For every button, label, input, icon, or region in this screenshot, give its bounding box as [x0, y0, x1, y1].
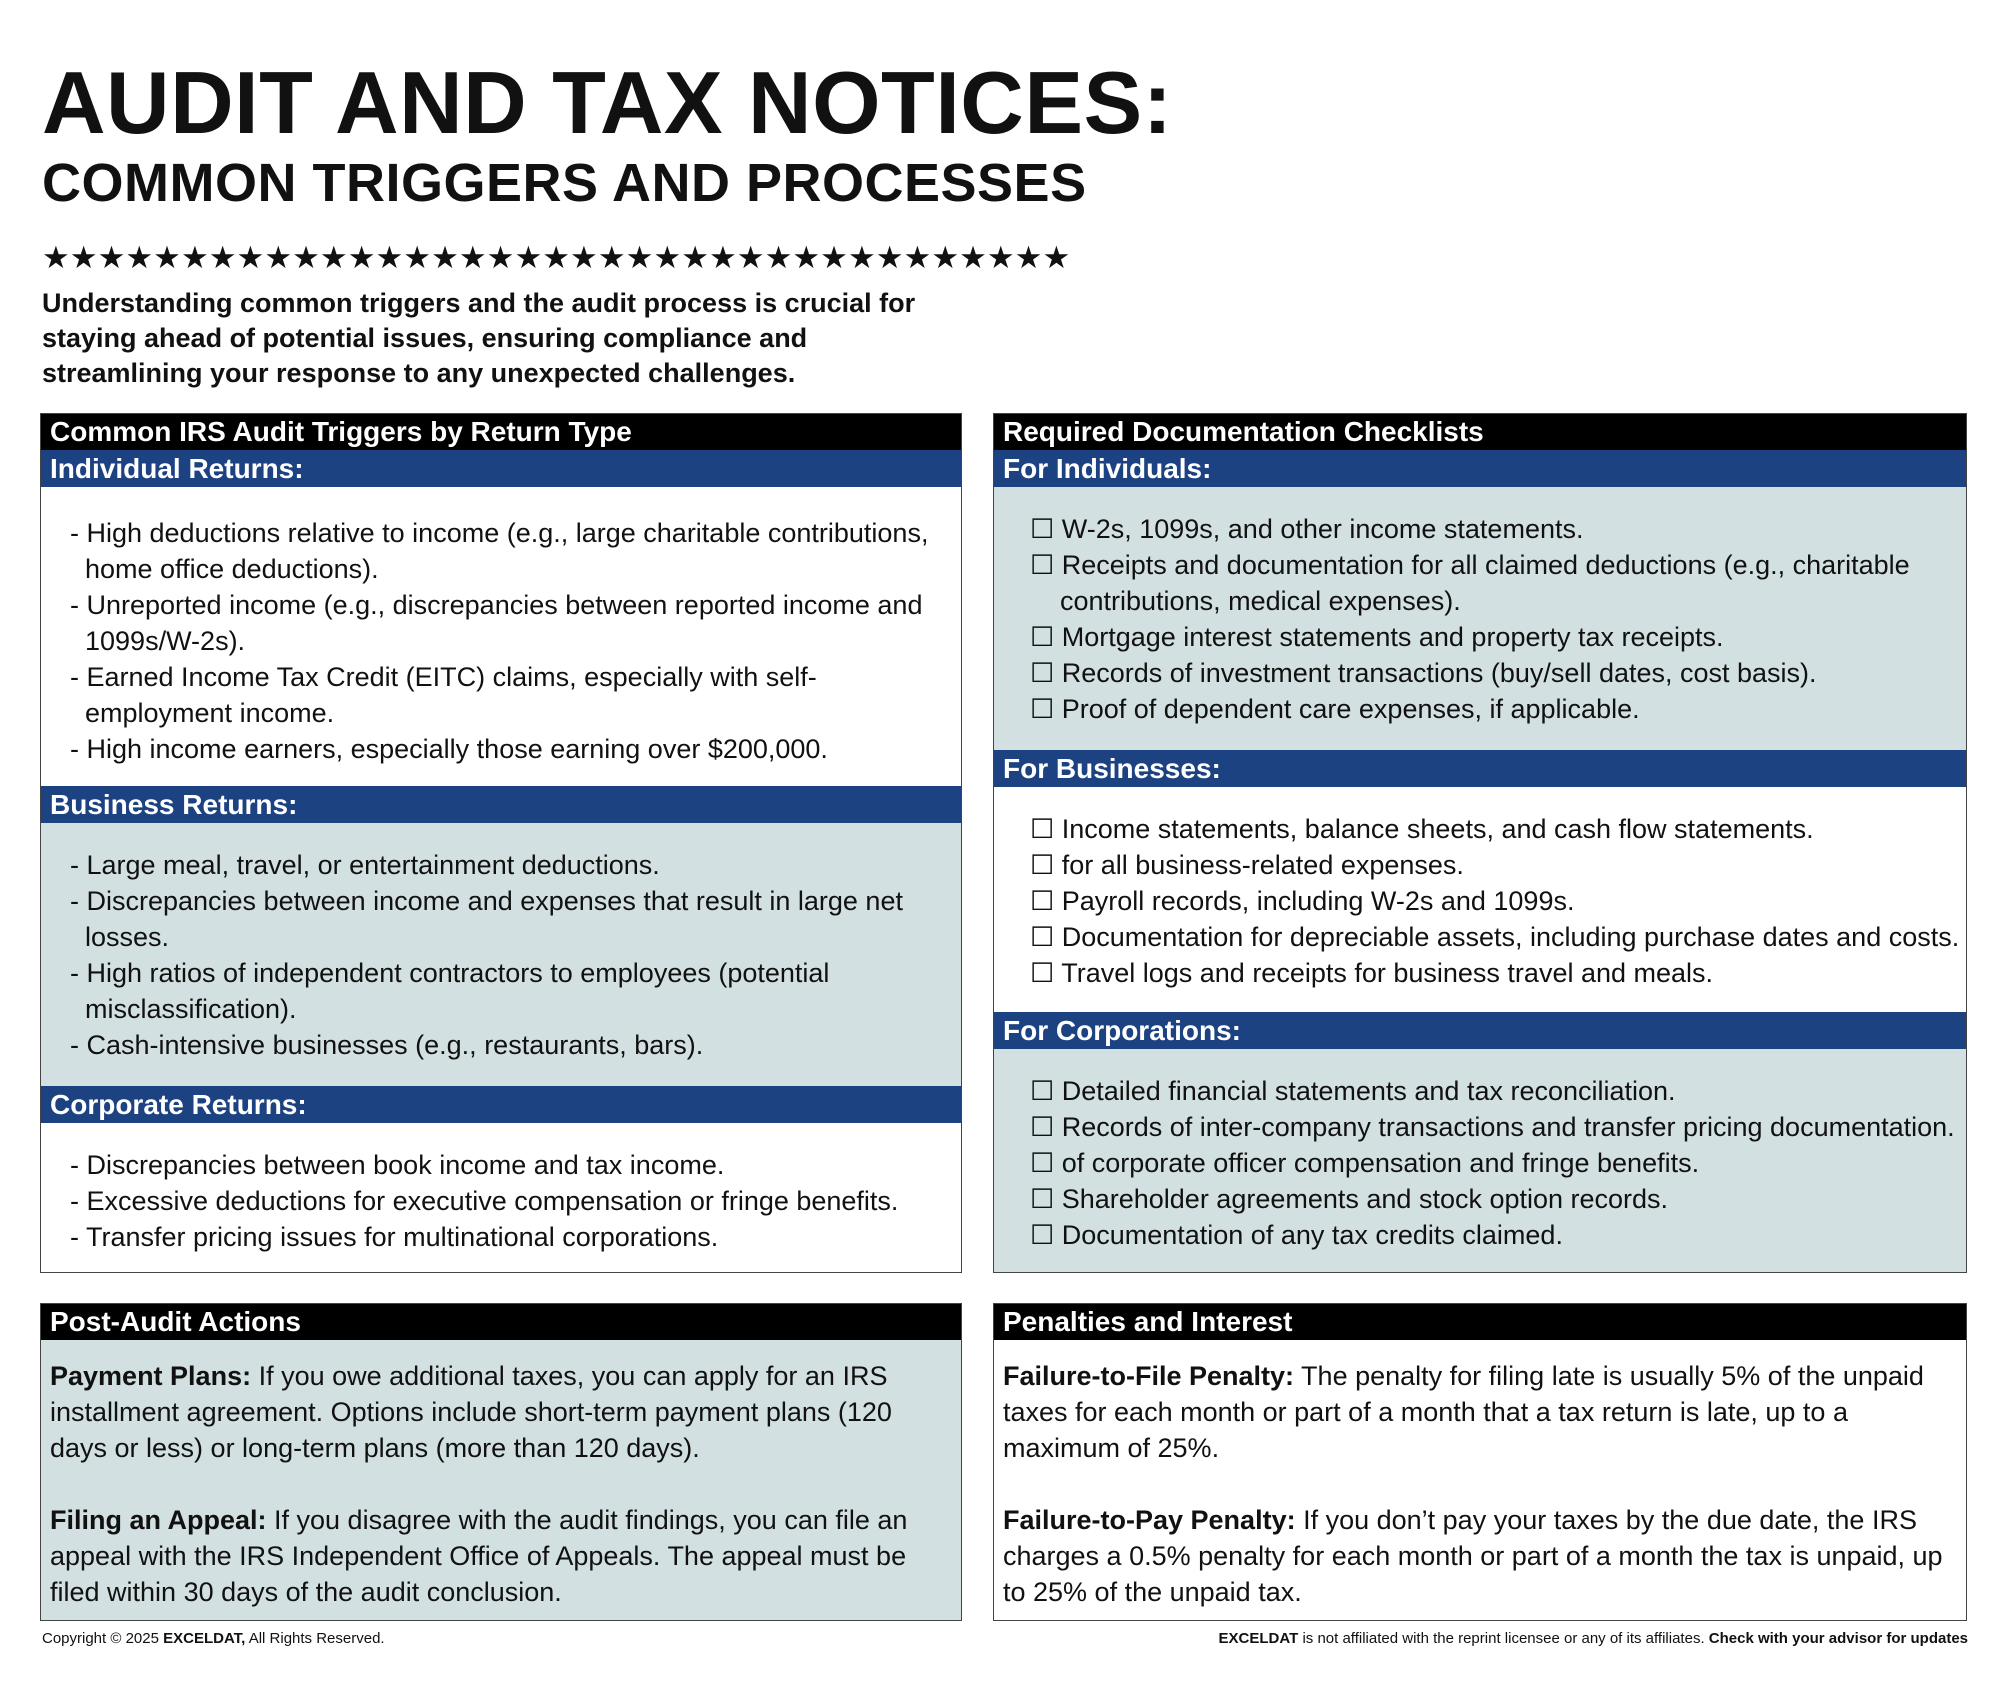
individuals-checklist — [1008, 511, 1966, 727]
individual-triggers-list — [55, 515, 961, 767]
corporations-checklist-section — [994, 1049, 1966, 1273]
individual-returns-heading: Individual Returns: — [41, 450, 961, 487]
copyright-brand: EXCELDAT, — [163, 1630, 246, 1647]
corporations-checklist — [1008, 1073, 1966, 1253]
list-item: - Discrepancies between income and expenses that result in large net losses. — [70, 886, 903, 952]
list-item: - High income earners, especially those earning over $200,000. — [70, 734, 828, 764]
post-audit-body — [41, 1340, 961, 1620]
penalties-panel — [993, 1303, 1967, 1621]
failure-to-pay-text: If you don’t pay your taxes by the due date, the IRS charges a 0.5% penalty for each month or part of a month the tax is unpaid, up to 25% of the unpaid tax. — [1003, 1505, 1943, 1607]
list-item: - Earned Income Tax Credit (EITC) claims, especially with self-employment income. — [70, 662, 817, 728]
copyright-notice — [42, 1630, 385, 1647]
appeal-label: Filing an Appeal: — [50, 1505, 267, 1535]
failure-to-file-text: The penalty for filing late is usually 5% of the unpaid taxes for each month or part of a month that a tax return is late, up to a maximum of 25%. — [1003, 1361, 1924, 1463]
checklist-item: ☐ Documentation for depreciable assets, including purchase dates and costs. — [1030, 922, 1960, 952]
business-returns-section — [41, 823, 961, 1086]
checklist-item: ☐ Records of inter-company transactions and transfer pricing documentation. — [1030, 1112, 1955, 1142]
documentation-title: Required Documentation Checklists — [994, 414, 1966, 450]
list-item: - Excessive deductions for executive compensation or fringe benefits. — [70, 1186, 899, 1216]
business-triggers-list — [55, 847, 961, 1063]
failure-to-file-label: Failure-to-File Penalty: — [1003, 1361, 1295, 1391]
disclaimer-notice — [1219, 1630, 1968, 1647]
checklist-item: ☐ Detailed financial statements and tax reconciliation. — [1030, 1076, 1676, 1106]
payment-plans-text: If you owe additional taxes, you can apply for an IRS installment agreement. Options include short-term payment plans (120 days or less) or long-term plans (more than 120 days). — [50, 1361, 892, 1463]
checklist-item: ☐ Mortgage interest statements and property tax receipts. — [1030, 622, 1724, 652]
list-item: - Large meal, travel, or entertainment deductions. — [70, 850, 660, 880]
failure-to-file-paragraph — [994, 1358, 1966, 1466]
checklist-item: ☐ Travel logs and receipts for business travel and meals. — [1030, 958, 1714, 988]
corporate-returns-section — [41, 1123, 961, 1273]
checklist-item: ☐ Proof of dependent care expenses, if applicable. — [1030, 694, 1640, 724]
payment-plans-paragraph — [41, 1358, 961, 1466]
penalties-title: Penalties and Interest — [994, 1304, 1966, 1340]
list-item: - Discrepancies between book income and tax income. — [70, 1150, 725, 1180]
list-item: - Transfer pricing issues for multinational corporations. — [70, 1222, 719, 1252]
copyright-prefix: Copyright © 2025 — [42, 1630, 164, 1647]
payment-plans-label: Payment Plans: — [50, 1361, 252, 1391]
star-divider: ★★★★★★★★★★★★★★★★★★★★★★★★★★★★★★★★★★★★★ — [42, 240, 1071, 275]
disclaimer-brand: EXCELDAT — [1218, 1630, 1299, 1647]
checklist-item: ☐ W-2s, 1099s, and other income statements. — [1030, 514, 1584, 544]
corporate-triggers-list — [55, 1147, 961, 1255]
businesses-checklist-section — [994, 787, 1966, 1012]
checklist-item: ☐ of corporate officer compensation and fringe benefits. — [1030, 1148, 1700, 1178]
business-returns-heading: Business Returns: — [41, 786, 961, 823]
copyright-suffix: All Rights Reserved. — [245, 1630, 385, 1647]
individual-returns-section — [41, 487, 961, 786]
businesses-checklist — [1008, 811, 1966, 991]
businesses-heading: For Businesses: — [994, 750, 1966, 787]
checklist-item: ☐ Payroll records, including W-2s and 1099s. — [1030, 886, 1575, 916]
documentation-panel — [993, 413, 1967, 1273]
audit-triggers-title: Common IRS Audit Triggers by Return Type — [41, 414, 961, 450]
disclaimer-advice: Check with your advisor for updates — [1708, 1630, 1968, 1647]
page-subtitle: COMMON TRIGGERS AND PROCESSES — [42, 153, 1087, 213]
post-audit-title: Post-Audit Actions — [41, 1304, 961, 1340]
individuals-heading: For Individuals: — [994, 450, 1966, 487]
appeal-paragraph — [41, 1502, 961, 1610]
checklist-item: ☐ Records of investment transactions (buy/sell dates, cost basis). — [1030, 658, 1817, 688]
page-title: AUDIT AND TAX NOTICES: — [42, 53, 1173, 152]
post-audit-panel — [40, 1303, 962, 1621]
list-item: - High deductions relative to income (e.g., large charitable contributions, home office deductions). — [70, 518, 929, 584]
individuals-checklist-section — [994, 487, 1966, 750]
audit-triggers-panel — [40, 413, 962, 1273]
checklist-item: ☐ Shareholder agreements and stock option records. — [1030, 1184, 1669, 1214]
penalties-body — [994, 1340, 1966, 1620]
corporations-heading: For Corporations: — [994, 1012, 1966, 1049]
list-item: - Unreported income (e.g., discrepancies between reported income and 1099s/W-2s). — [70, 590, 923, 656]
list-item: - High ratios of independent contractors to employees (potential misclassification). — [70, 958, 830, 1024]
failure-to-pay-paragraph — [994, 1502, 1966, 1610]
checklist-item: ☐ Receipts and documentation for all claimed deductions (e.g., charitable contributions, medical expenses). — [1030, 550, 1910, 616]
checklist-item: ☐ Documentation of any tax credits claimed. — [1030, 1220, 1563, 1250]
intro-text: Understanding common triggers and the audit process is crucial for staying ahead of potential issues, ensuring compliance and streamlining your response to any unexpected challenges. — [42, 288, 916, 388]
corporate-returns-heading: Corporate Returns: — [41, 1086, 961, 1123]
checklist-item: ☐ Income statements, balance sheets, and cash flow statements. — [1030, 814, 1814, 844]
checklist-item: ☐ for all business-related expenses. — [1030, 850, 1464, 880]
failure-to-pay-label: Failure-to-Pay Penalty: — [1003, 1505, 1296, 1535]
appeal-text: If you disagree with the audit findings, you can file an appeal with the IRS Independent Office of Appeals. The appeal must be filed within 30 days of the audit conclusion. — [50, 1505, 908, 1607]
list-item: - Cash-intensive businesses (e.g., restaurants, bars). — [70, 1030, 704, 1060]
disclaimer-text: is not affiliated with the reprint licensee or any of its affiliates. — [1298, 1630, 1709, 1647]
